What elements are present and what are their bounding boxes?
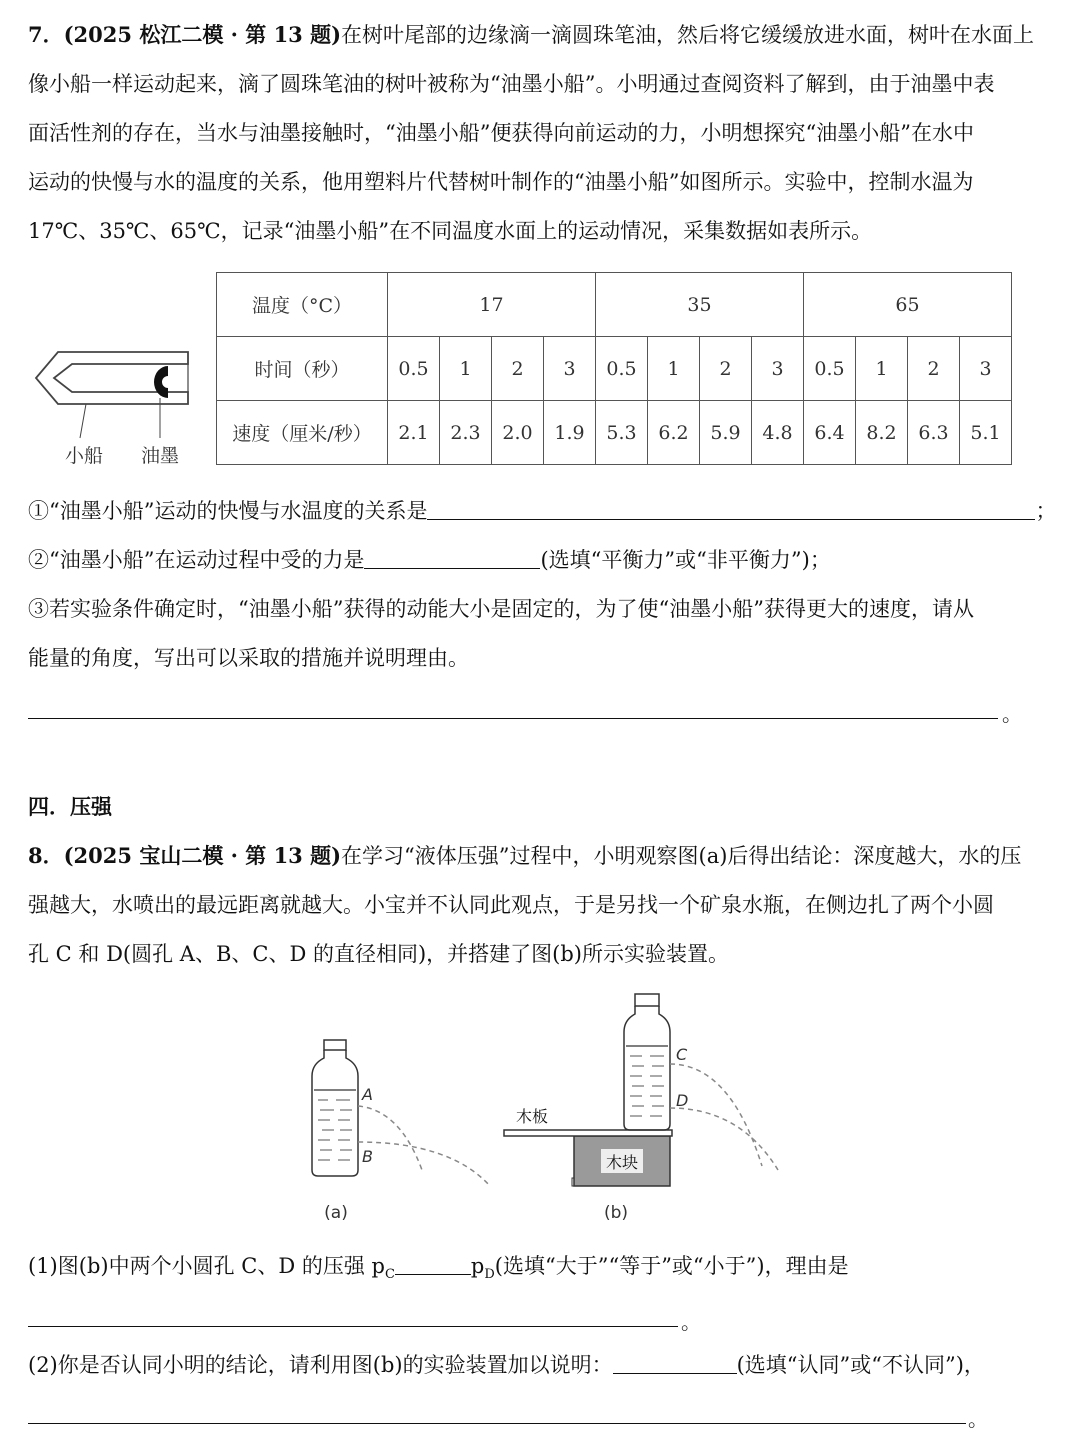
- q8-sub1-answer-blank[interactable]: [395, 1252, 471, 1275]
- q7-sub1: [28, 496, 1056, 526]
- q7-line-2: 像小船一样运动起来，滴了圆珠笔油的树叶被称为“油墨小船”。小明通过查阅资料了解到，由于油墨中表: [28, 72, 995, 96]
- q7-line-5: 17℃、35℃、65℃，记录“油墨小船”在不同温度水面上的运动情况，采集数据如表所示。: [28, 219, 873, 243]
- q8-text: 在学习“液体压强”过程中，小明观察图(a)后得出结论：深度越大，水的压: [341, 844, 1022, 868]
- q8-sub1-hint: (选填“大于”“等于”或“小于”)，理由是: [494, 1254, 849, 1278]
- q7-sub2-hint: (选填“平衡力”或“非平衡力”)；: [540, 548, 831, 572]
- q8-sub1-p: p: [470, 1254, 485, 1278]
- table-row-time: [217, 337, 1012, 401]
- time-cell: 3: [752, 337, 804, 401]
- q8-line-3: 孔 C 和 D(圆孔 A、B、C、D 的直径相同)，并搭建了图(b)所示实验装置。: [28, 942, 729, 966]
- q7-sub3-answer-line[interactable]: [28, 718, 998, 719]
- time-cell: 0.5: [804, 337, 856, 401]
- water-jet-b: [358, 1142, 490, 1186]
- boat-pointer: [80, 404, 86, 438]
- q7-sub1-answer-blank[interactable]: [427, 497, 1035, 520]
- q8-sub2-period: 。: [968, 1407, 988, 1431]
- table-row-speed: [217, 401, 1012, 465]
- temp-cell: 35: [596, 273, 804, 337]
- speed-cell: 1.9: [544, 401, 596, 465]
- q7-sub3-line2: 能量的角度，写出可以采取的措施并说明理由。: [28, 646, 469, 670]
- q8-line-2: 强越大，水喷出的最远距离就越大。小宝并不认同此观点，于是另找一个矿泉水瓶，在侧边扎了两个小圆: [28, 893, 994, 917]
- q7-line-3: 面活性剂的存在，当水与油墨接触时，“油墨小船”便获得向前运动的力，小明想探究“油墨小船”在水中: [28, 121, 974, 145]
- q7-sub1-text: ①“油墨小船”运动的快慢与水温度的关系是: [28, 499, 428, 523]
- hole-c-label: C: [676, 1045, 688, 1064]
- speed-cell: 5.1: [960, 401, 1012, 465]
- q7-number: 7．: [28, 22, 64, 47]
- ink-label: 油墨: [140, 445, 180, 467]
- temp-cell: 17: [388, 273, 596, 337]
- speed-cell: 6.4: [804, 401, 856, 465]
- speed-cell: 2.3: [440, 401, 492, 465]
- speed-cell: 8.2: [856, 401, 908, 465]
- q8-sub2-explain-line[interactable]: [28, 1423, 966, 1424]
- q8-sub1: [28, 1251, 849, 1290]
- q7-text: 在树叶尾部的边缘滴一滴圆珠笔油，然后将它缓缓放进水面，树叶在水面上: [341, 23, 1035, 47]
- q8-sub1-sub-d: D: [484, 1267, 495, 1283]
- speed-data-table: [216, 272, 1012, 465]
- q8-sub2-hint: (选填“认同”或“不认同”)，: [736, 1353, 985, 1377]
- hole-b-label: B: [362, 1147, 373, 1166]
- speed-cell: 5.3: [596, 401, 648, 465]
- q8-sub1-sub-c: C: [384, 1267, 395, 1283]
- time-cell: 0.5: [388, 337, 440, 401]
- caption-b: (b): [603, 1203, 629, 1223]
- pressure-experiment-figure: [290, 990, 800, 1230]
- time-cell: 1: [648, 337, 700, 401]
- speed-cell: 6.3: [908, 401, 960, 465]
- q7-sub2: [28, 545, 831, 575]
- temp-header: 温度（°C）: [217, 273, 388, 337]
- time-cell: 1: [856, 337, 908, 401]
- time-cell: 3: [960, 337, 1012, 401]
- q8-line-1: [28, 841, 1021, 871]
- q7-line-4: 运动的快慢与水的温度的关系，他用塑料片代替树叶制作的“油墨小船”如图所示。实验中，控制水温为: [28, 170, 974, 194]
- speed-cell: 6.2: [648, 401, 700, 465]
- speed-header: 速度（厘米/秒）: [217, 401, 388, 465]
- q7-sub1-end: ；: [1035, 499, 1057, 523]
- setup-b: [504, 994, 778, 1223]
- water-jet-c: [670, 1064, 762, 1166]
- q8-sub2: [28, 1350, 985, 1380]
- speed-cell: 5.9: [700, 401, 752, 465]
- q7-sub3-line1: ③若实验条件确定时，“油墨小船”获得的动能大小是固定的，为了使“油墨小船”获得更大的速度，请从: [28, 597, 974, 621]
- q8-sub1-reason-line[interactable]: [28, 1326, 678, 1327]
- time-header: 时间（秒）: [217, 337, 388, 401]
- time-cell: 2: [908, 337, 960, 401]
- section-title: 四．压强: [28, 794, 112, 819]
- time-cell: 3: [544, 337, 596, 401]
- board-label: 木板: [516, 1107, 549, 1126]
- temp-cell: 65: [804, 273, 1012, 337]
- q8-sub2-text: (2)你是否认同小明的结论，请利用图(b)的实验装置加以说明：: [28, 1353, 613, 1377]
- time-cell: 2: [700, 337, 752, 401]
- speed-cell: 2.0: [492, 401, 544, 465]
- time-cell: 0.5: [596, 337, 648, 401]
- q8-number: 8．: [28, 843, 64, 868]
- speed-cell: 2.1: [388, 401, 440, 465]
- table-row-temperature: [217, 273, 1012, 337]
- time-cell: 2: [492, 337, 544, 401]
- water-jet-d: [670, 1108, 778, 1170]
- q8-source: (2025 宝山二模 · 第 13 题): [63, 843, 342, 868]
- q7-sub2-text: ②“油墨小船”在运动过程中受的力是: [28, 548, 365, 572]
- wood-board: [504, 1130, 672, 1136]
- ink-drop: [154, 366, 168, 398]
- q7-source: (2025 松江二模 · 第 13 题): [63, 22, 342, 47]
- time-cell: 1: [440, 337, 492, 401]
- hole-d-label: D: [676, 1091, 689, 1110]
- hole-a-label: A: [362, 1085, 373, 1104]
- block-label: 木块: [605, 1153, 639, 1172]
- bottle-a: [312, 1040, 490, 1223]
- ink-boat-figure: [28, 340, 214, 475]
- boat-label: 小船: [64, 445, 104, 467]
- q8-sub1-text: (1)图(b)中两个小圆孔 C、D 的压强 p: [28, 1254, 385, 1278]
- caption-a: (a): [324, 1203, 348, 1223]
- speed-cell: 4.8: [752, 401, 804, 465]
- q7-sub3-period: 。: [1002, 702, 1022, 726]
- q7-sub2-answer-blank[interactable]: [364, 546, 540, 569]
- q8-sub2-answer-blank[interactable]: [613, 1351, 737, 1374]
- q7-line-1: [28, 20, 1034, 50]
- bottle-b: [624, 1006, 670, 1130]
- q8-sub1-period: 。: [681, 1310, 701, 1334]
